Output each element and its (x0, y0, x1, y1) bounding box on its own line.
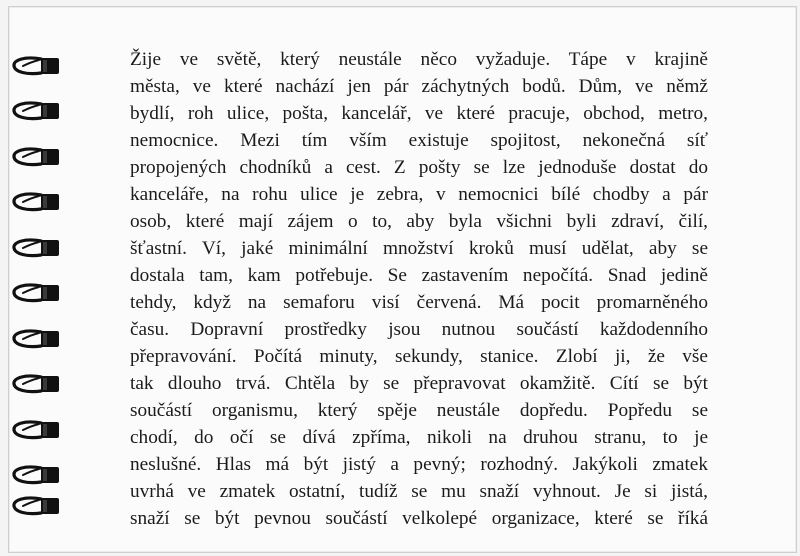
spiral-binding (9, 47, 69, 527)
binding-ring (11, 419, 63, 439)
text-line: času. Dopravní prostředky jsou nutnou součástí každodenního (130, 319, 708, 340)
binding-ring (11, 55, 63, 75)
body-text (130, 46, 708, 532)
binding-ring (11, 100, 63, 120)
text-line: snaží se být pevnou součástí velkolepé organizace, které se říká (130, 508, 708, 529)
text-line: neslušné. Hlas má být jistý a pevný; rozhodný. Jakýkoli zmatek (130, 454, 708, 475)
text-line: součástí organismu, který spěje neustále dopředu. Popředu se (130, 400, 708, 421)
text-line: přepravování. Počítá minuty, sekundy, stanice. Zlobí ji, že vše (130, 346, 708, 367)
binding-ring (11, 191, 63, 211)
binding-ring (11, 464, 63, 484)
text-line: chodí, do očí se dívá zpříma, nikoli na druhou stranu, to je (130, 427, 708, 448)
text-line: tak dlouho trvá. Chtěla by se přepravovat okamžitě. Cítí se být (130, 373, 708, 394)
text-line: bydlí, roh ulice, pošta, kancelář, ve které pracuje, obchod, metro, (130, 103, 708, 124)
text-line: šťastní. Ví, jaké minimální množství kroků musí udělat, aby se (130, 238, 708, 259)
text-line: dostala tam, kam potřebuje. Se zastavením nepočítá. Snad jedině (130, 265, 708, 286)
text-line: Žije ve světě, který neustále něco vyžaduje. Tápe v krajině (130, 49, 708, 70)
text-line: kanceláře, na rohu ulice je zebra, v nemocnici bílé chodby a pár (130, 184, 708, 205)
binding-ring (11, 282, 63, 302)
binding-ring (11, 237, 63, 257)
text-line: osob, které mají zájem o to, aby byla všichni byli zdraví, čilí, (130, 211, 708, 232)
notebook-page (8, 6, 797, 553)
binding-ring (11, 373, 63, 393)
binding-ring (11, 146, 63, 166)
text-line: propojených chodníků a cest. Z pošty se lze jednoduše dostat do (130, 157, 708, 178)
text-line: nemocnice. Mezi tím vším existuje spojitost, nekonečná síť (130, 130, 708, 151)
text-line: uvrhá ve zmatek ostatní, tudíž se mu snaží vyhnout. Je si jistá, (130, 481, 708, 502)
text-line: tehdy, když na semaforu visí červená. Má pocit promarněného (130, 292, 708, 313)
binding-ring (11, 328, 63, 348)
binding-ring (11, 495, 63, 515)
text-line: města, ve které nachází jen pár záchytných bodů. Dům, ve němž (130, 76, 708, 97)
